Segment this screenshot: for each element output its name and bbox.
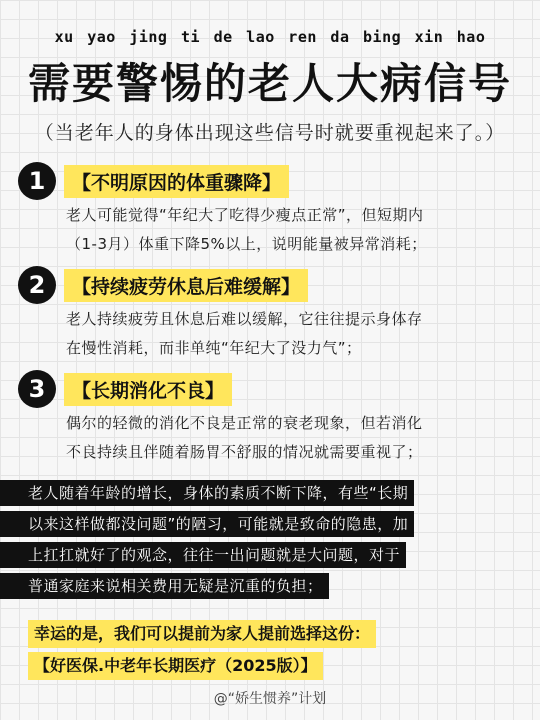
section-1-header	[18, 162, 289, 200]
section-2-body	[66, 305, 528, 363]
section-3-number: 3	[18, 370, 56, 408]
section-3-body	[66, 409, 528, 467]
section-2-line-2: 在慢性消耗，而非单纯“年纪大了没力气”；	[66, 339, 362, 357]
section-1-number: 1	[18, 162, 56, 200]
section-3-header	[18, 370, 232, 408]
section-1-line-1: 老人可能觉得“年纪大了吃得少瘦点正常”，但短期内	[66, 206, 424, 224]
cta-line-1: 幸运的是，我们可以提前为家人提前选择这份：	[28, 620, 376, 648]
highlight-line: 普通家庭来说相关费用无疑是沉重的负担；	[0, 573, 540, 599]
section-2-header	[18, 266, 308, 304]
footer-credit: @“娇生惯养”计划	[213, 691, 327, 707]
section-2-heading: 【持续疲劳休息后难缓解】	[64, 269, 308, 302]
section-3-heading: 【长期消化不良】	[64, 373, 232, 406]
cta-line-2: 【好医保.中老年长期医疗（2025版）】	[28, 652, 323, 680]
highlight-paragraph	[0, 480, 540, 604]
pinyin-line: xu yao jing ti de lao ren da bing xin hao	[54, 28, 486, 46]
highlight-line: 上扛扛就好了的观念，往往一出问题就是大问题，对于	[0, 542, 540, 568]
subtitle: （当老年人的身体出现这些信号时就要重视起来了。）	[34, 122, 506, 144]
section-2-line-1: 老人持续疲劳且休息后难以缓解，它往往提示身体存	[66, 310, 423, 328]
section-1-body	[66, 201, 528, 259]
section-3-line-1: 偶尔的轻微的消化不良是正常的衰老现象，但若消化	[66, 414, 423, 432]
section-1-heading: 【不明原因的体重骤降】	[64, 165, 289, 198]
highlight-line: 以来这样做都没问题”的陋习，可能就是致命的隐患，加	[0, 511, 540, 537]
section-1-line-2: （1-3月）体重下降5%以上，说明能量被异常消耗；	[66, 235, 427, 253]
section-2-number: 2	[18, 266, 56, 304]
page-title: 需要警惕的老人大病信号	[27, 59, 512, 108]
highlight-line: 老人随着年龄的增长，身体的素质不断下降，有些“长期	[0, 480, 540, 506]
section-3-line-2: 不良持续且伴随着肠胃不舒服的情况就需要重视了；	[66, 443, 423, 461]
